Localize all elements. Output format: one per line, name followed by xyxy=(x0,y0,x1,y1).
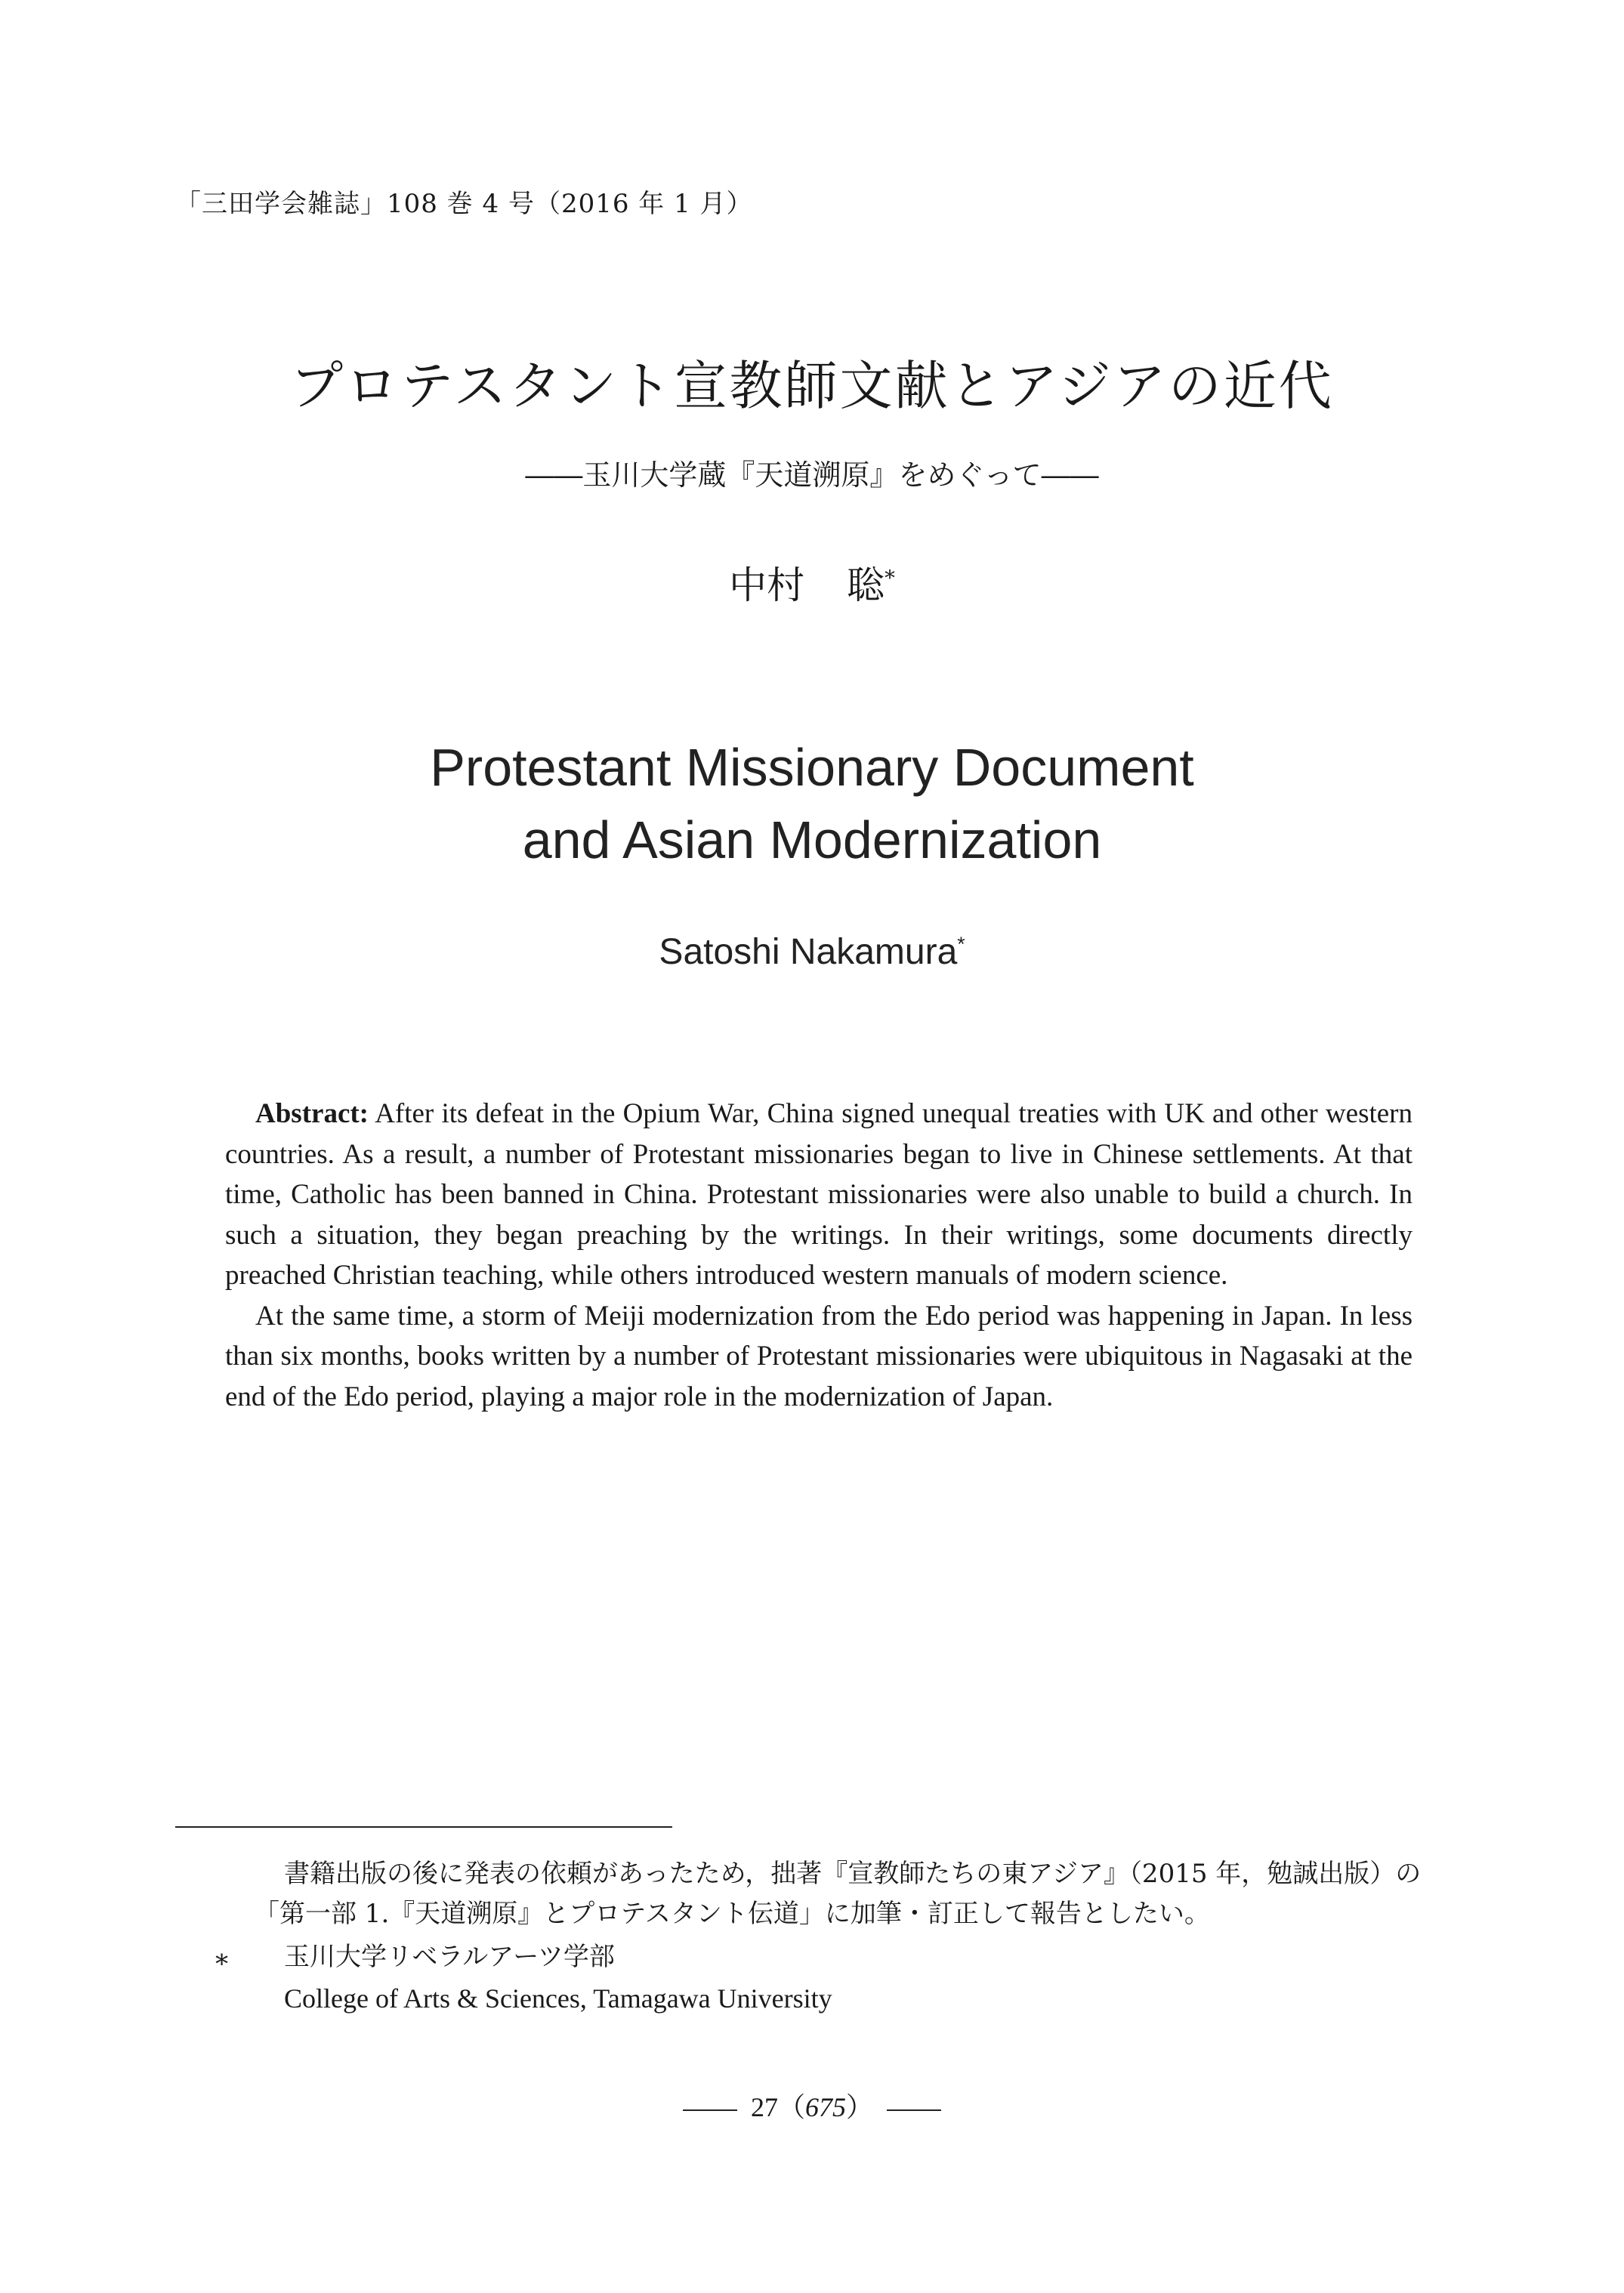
page-number-left-dash xyxy=(683,2109,737,2111)
abstract xyxy=(225,1094,1413,1417)
page-number-right-dash xyxy=(887,2109,941,2111)
english-title-line-2: and Asian Modernization xyxy=(522,810,1102,869)
author-footnote-mark: * xyxy=(885,566,895,591)
japanese-subtitle: ――玉川大学蔵『天道溯原』をめぐって―― xyxy=(525,458,1099,492)
affiliation-footnote-mark: ∗ xyxy=(213,1944,231,1974)
page-number xyxy=(0,2086,1624,2125)
page-total-value: 675 xyxy=(805,2092,846,2122)
english-author-footnote-mark: * xyxy=(957,933,965,955)
abstract-label: Abstract: xyxy=(255,1098,369,1129)
page-total-open: （ xyxy=(777,2092,805,2122)
japanese-author xyxy=(0,555,1624,610)
english-title xyxy=(0,731,1624,876)
journal-running-head: 「三田学会雑誌」108 巻 4 号（2016 年 1 月） xyxy=(175,189,753,219)
abstract-paragraph-2: At the same time, a storm of Meiji modernization from the Edo period was happening in Japan. In less than six months, books written by a number of Protestant missionaries were ubiquitous in Nagasaki at the end of the Edo period, playing a major role in the modernization of Japan. xyxy=(225,1300,1413,1412)
japanese-title: プロテスタント宣教師文献とアジアの近代 xyxy=(290,355,1334,417)
author-given-name: 聡 xyxy=(847,563,885,607)
page-number-value: 27 xyxy=(750,2092,778,2122)
footnote-rule xyxy=(175,1826,672,1828)
abstract-paragraph-1 xyxy=(225,1094,1413,1296)
english-title-line-1: Protestant Missionary Document xyxy=(430,738,1194,797)
author-family-name: 中村 xyxy=(729,563,805,607)
footnote-line-1: 書籍出版の後に発表の依頼があったため，拙著『宣教師たちの東アジア』（2015 年，勉誠出版）の xyxy=(284,1859,1422,1889)
english-author-name: Satoshi Nakamura xyxy=(659,932,958,972)
page-total-close: ） xyxy=(846,2092,874,2122)
abstract-paragraph-1-text: After its defeat in the Opium War, China signed unequal treaties with UK and other western countries. As a result, a number of Protestant missionaries began to live in Chinese settlements. At that time, Catholic has been banned in China. Protestant missionaries were also unable to build a church. In such a situation, they began preaching by the writings. In their writings, some documents directly preached Christian teaching, while others introduced western manuals of modern science. xyxy=(225,1098,1413,1291)
footnote-line-2: 「第一部 1.『天道溯原』とプロテスタント伝道」に加筆・訂正して報告としたい。 xyxy=(254,1899,1210,1929)
affiliation-english: College of Arts & Sciences, Tamagawa University xyxy=(284,1983,832,2014)
english-author xyxy=(0,931,1624,973)
affiliation-japanese: 玉川大学リベラルアーツ学部 xyxy=(284,1942,615,1972)
